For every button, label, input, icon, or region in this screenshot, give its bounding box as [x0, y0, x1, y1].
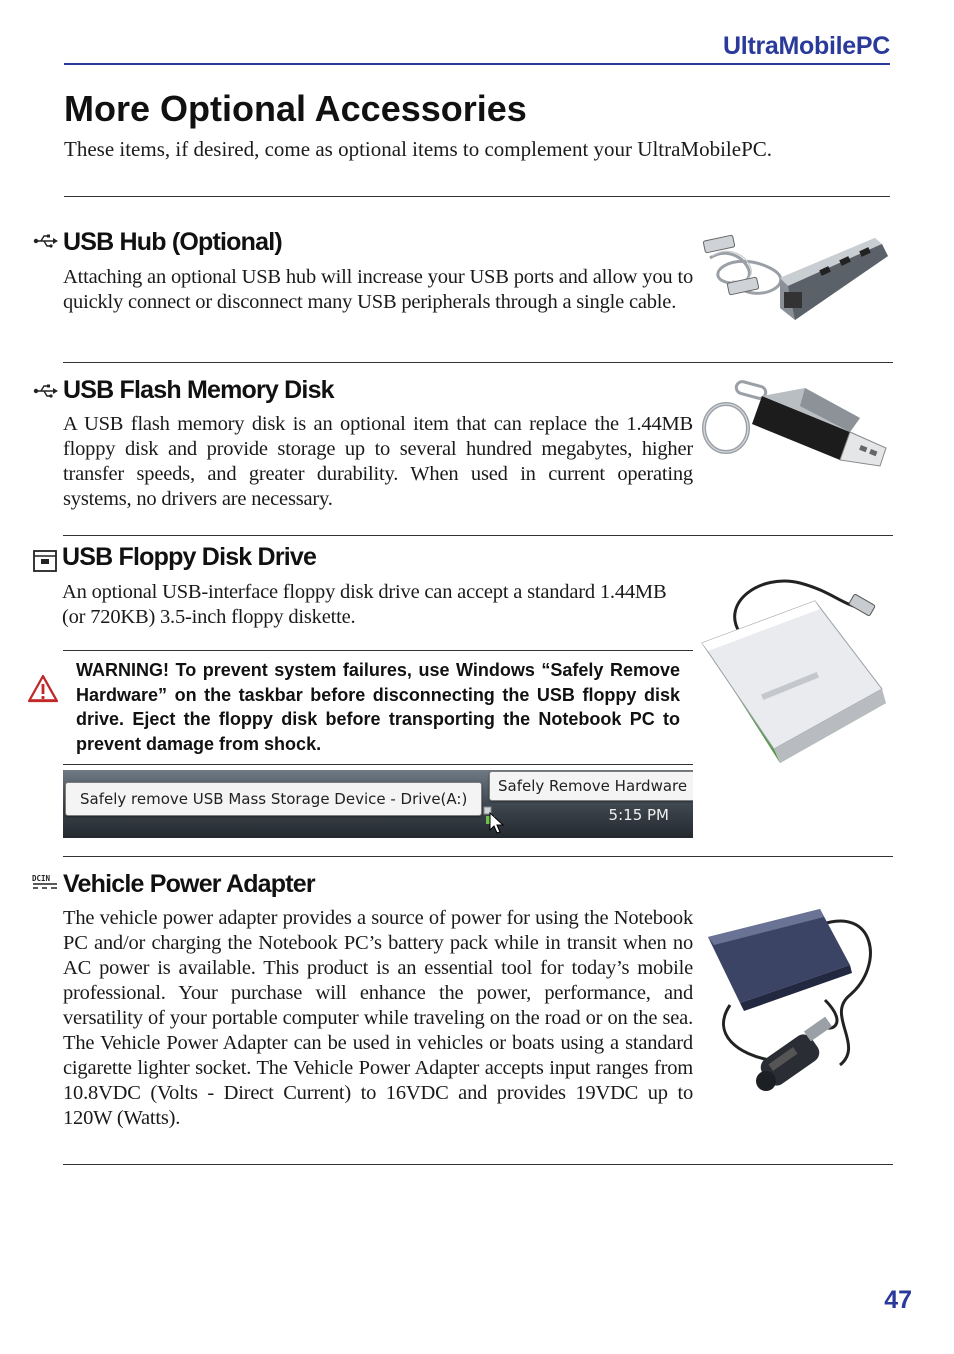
section-body-vehicle-adapter: The vehicle power adapter provides a source of power for using the Notebook PC and/or charging the Notebook PC’s battery pack while in transit when no AC power is available. This product is an essential tool for today’s mobile professional. Your purchase will enhance the power, performance, and versatility of your portable computer while traveling on the road or on the sea. The Vehicle Power Adapter can be used in vehicles or boats using a standard cigarette lighter socket. The Vehicle Power Adapter accepts input ranges from 10.8VDC (Volts - Direct Current) to 16VDC and provides 19VDC up to 120W (Watts).	[63, 907, 693, 1129]
divider	[63, 1164, 893, 1165]
divider	[63, 535, 893, 536]
mouse-cursor-icon	[489, 812, 505, 836]
warning-rule-top	[63, 650, 693, 651]
page-title: More Optional Accessories	[64, 88, 527, 129]
section-title-usb-flash: USB Flash Memory Disk	[63, 376, 334, 404]
usb-hub-photo	[700, 228, 890, 326]
section-title-vehicle-adapter: Vehicle Power Adapter	[63, 870, 315, 898]
divider	[63, 362, 893, 363]
usb-flash-photo	[700, 376, 890, 476]
section-body-usb-flash: A USB flash memory disk is an optional item that can replace the 1.44MB floppy disk and provide storage up to several hundred megabytes, higher transfer speeds, and greater durability. When used in current operating systems, no drivers are necessary.	[63, 413, 693, 510]
section-title-usb-floppy: USB Floppy Disk Drive	[62, 543, 317, 571]
safely-remove-hardware-tooltip[interactable]: Safely Remove Hardware	[489, 771, 693, 801]
warning-icon	[27, 673, 59, 705]
section-body-usb-floppy: An optional USB-interface floppy disk drive can accept a standard 1.44MB (or 720KB) 3.5-inch floppy diskette.	[62, 581, 667, 628]
section-title-usb-hub: USB Hub (Optional)	[63, 228, 282, 256]
dc-in-icon	[32, 874, 58, 890]
brand-header: UltraMobilePC	[723, 32, 890, 60]
warning-rule-bottom	[63, 764, 693, 765]
header-rule	[64, 63, 890, 65]
taskbar-clock: 5:15 PM	[608, 806, 669, 824]
divider	[64, 196, 890, 197]
divider	[63, 856, 893, 857]
usb-icon	[33, 384, 59, 398]
taskbar-screenshot	[63, 770, 693, 838]
floppy-drive-icon	[33, 550, 57, 572]
usb-floppy-photo	[700, 563, 890, 768]
vehicle-adapter-photo	[700, 905, 890, 1105]
page-number: 47	[884, 1286, 912, 1314]
section-body-usb-hub: Attaching an optional USB hub will increase your USB ports and allow you to quickly connect or disconnect many USB peripherals through a single cable.	[63, 266, 693, 313]
warning-text: WARNING! To prevent system failures, use Windows “Safely Remove Hardware” on the taskbar before disconnecting the USB floppy disk drive. Eject the floppy disk before transporting the Notebook PC to prevent damage from shock.	[76, 660, 680, 754]
page-intro: These items, if desired, come as optional items to complement your UltraMobilePC.	[64, 137, 773, 161]
usb-icon	[33, 234, 59, 248]
safely-remove-device-tooltip[interactable]: Safely remove USB Mass Storage Device - Drive(A:)	[65, 782, 482, 816]
svg-text:DCIN: DCIN	[32, 874, 51, 883]
